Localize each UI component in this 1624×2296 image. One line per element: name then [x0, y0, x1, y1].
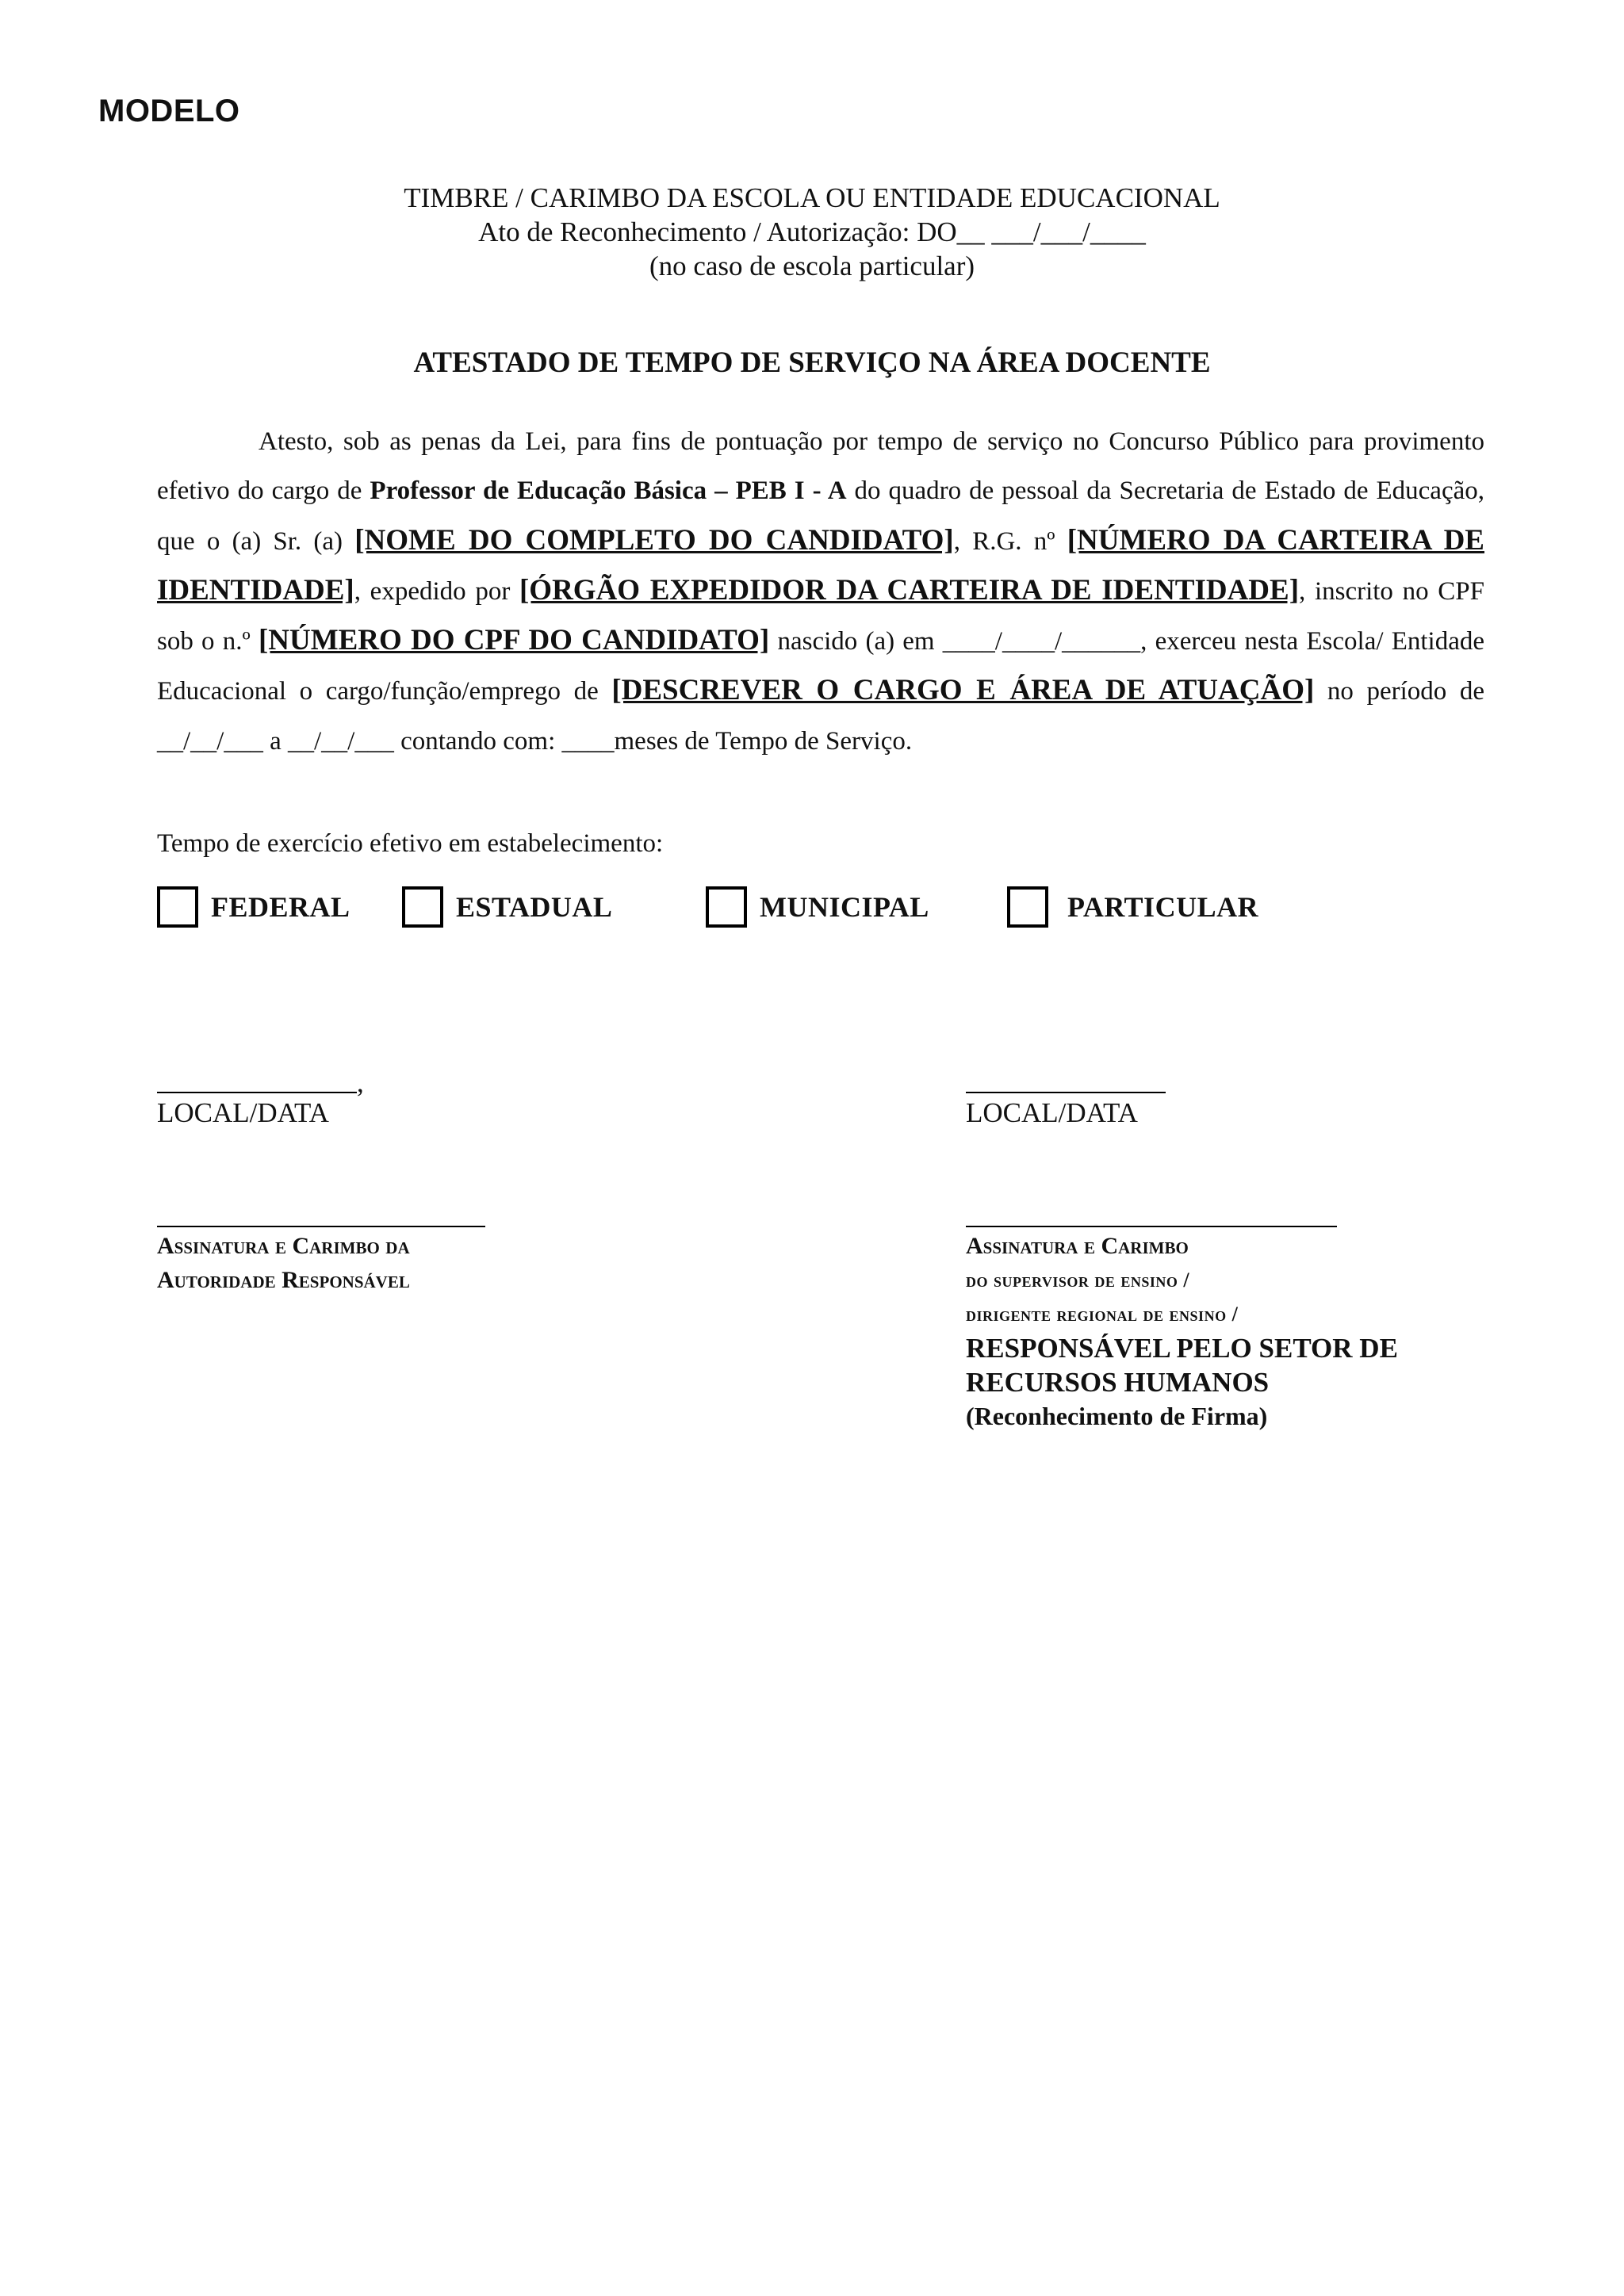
signature-caption-line: Assinatura e Carimbo da [157, 1233, 410, 1259]
signature-caption-line: RESPONSÁVEL PELO SETOR DE [966, 1333, 1398, 1364]
signature-caption-line: Autoridade Responsável [157, 1267, 410, 1293]
checkbox-box[interactable] [402, 886, 443, 928]
establishment-type-options [0, 886, 1624, 936]
certificate-body [157, 417, 1484, 766]
checkbox-box[interactable] [157, 886, 198, 928]
letterhead-line-2: Ato de Reconhecimento / Autorização: DO__ ___/___/____ [478, 216, 1146, 247]
body-text: , R.G. nº [953, 526, 1067, 556]
signature-caption-line: RECURSOS HUMANOS [966, 1367, 1270, 1398]
checkbox-label: MUNICIPAL [760, 891, 929, 923]
certificate-paragraph [157, 417, 1484, 766]
letterhead-line-1: TIMBRE / CARIMBO DA ESCOLA OU ENTIDADE EDUCACIONAL [404, 182, 1220, 213]
body-text: , expedido por [354, 576, 519, 606]
candidate-name-placeholder: [NOME DO COMPLETO DO CANDIDATO] [354, 523, 954, 557]
checkbox-label: PARTICULAR [1067, 891, 1259, 923]
signature-line-left [157, 1226, 485, 1227]
checkbox-box[interactable] [1007, 886, 1048, 928]
checkbox-label: ESTADUAL [456, 891, 613, 923]
checkbox-estadual[interactable] [402, 886, 612, 928]
role-area-placeholder: [DESCREVER O CARGO E ÁREA DE ATUAÇÃO] [611, 674, 1315, 707]
letterhead-line-3: (no caso de escola particular) [649, 251, 975, 281]
signature-caption-line: Assinatura e Carimbo [966, 1233, 1189, 1259]
local-data-comma: , [357, 1067, 364, 1098]
signature-caption-line: do supervisor de ensino / [966, 1269, 1190, 1292]
checkbox-box[interactable] [706, 886, 747, 928]
body-text: Atesto, sob as penas da Lei, para fins de pontuação por tempo de serviço no Concurso Público para provimento efetivo do cargo de [157, 427, 1484, 506]
local-data-line-right [966, 1092, 1166, 1093]
establishment-type-label: Tempo de exercício efetivo em estabelecimento: [157, 829, 664, 858]
modelo-label: MODELO [98, 94, 240, 128]
signature-caption-right [966, 1229, 1398, 1433]
local-data-label-right: LOCAL/DATA [966, 1097, 1138, 1128]
checkbox-label: FEDERAL [211, 891, 350, 923]
school-letterhead [0, 181, 1624, 283]
rg-number-placeholder: [NÚMERO DA CARTEIRA DE IDENTIDADE] [157, 523, 1484, 607]
signature-caption-left [157, 1229, 410, 1297]
cargo-name: Professor de Educação Básica – PEB I - A [370, 476, 847, 506]
body-text: no período de __/__/___ a __/__/___ contando com: ____meses de Tempo de Serviço. [157, 677, 1484, 756]
cpf-number-placeholder: [NÚMERO DO CPF DO CANDIDATO] [258, 624, 770, 657]
checkbox-municipal[interactable] [706, 886, 929, 928]
body-text: , inscrito no CPF sob o n.º [157, 576, 1484, 656]
body-text: do quadro de pessoal da Secretaria de Estado de Educação, que o (a) Sr. (a) [157, 476, 1484, 556]
local-data-label-left: LOCAL/DATA [157, 1097, 329, 1128]
signature-caption-line: dirigente regional de ensino / [966, 1303, 1239, 1326]
body-text: nascido (a) em ____/____/______, exerceu nesta Escola/ Entidade Educacional o cargo/função/emprego de [157, 627, 1485, 706]
issuing-body-placeholder: [ÓRGÃO EXPEDIDOR DA CARTEIRA DE IDENTIDADE] [519, 573, 1300, 607]
signature-line-right [966, 1226, 1337, 1227]
checkbox-federal[interactable] [157, 886, 350, 928]
signature-caption-line: (Reconhecimento de Firma) [966, 1402, 1268, 1430]
local-data-line-left [157, 1092, 357, 1093]
checkbox-particular[interactable] [1007, 886, 1258, 928]
document-title: ATESTADO DE TEMPO DE SERVIÇO NA ÁREA DOCENTE [413, 346, 1211, 379]
